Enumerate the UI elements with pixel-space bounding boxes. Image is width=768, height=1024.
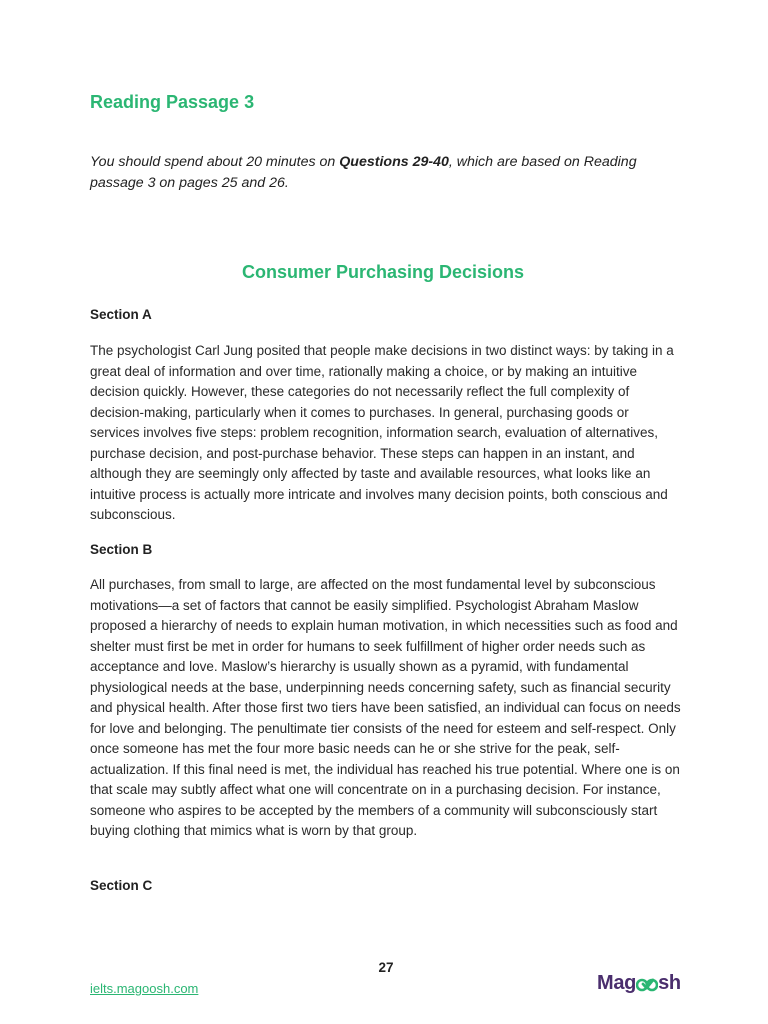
passage-title: Reading Passage 3 (90, 92, 255, 112)
section-a-paragraph: The psychologist Carl Jung posited that people make decisions in two distinct ways: by taking in a great deal of information and over time, rationally making a choice, or by making an intuitive decision quickly. However, these categories do not necessarily reflect the full complexity of decision-making, particularly when it comes to purchases. In general, purchasing goods or services involves five steps: problem recognition, information search, evaluation of alternatives, purchase decision, and post-purchase behavior. These steps can happen in an instant, and although they are seemingly only affected by taste and available resources, what looks like an intuitive process is actually more intricate and involves many decision points, both conscious and subconscious. (90, 343, 674, 522)
site-link[interactable]: ielts.magoosh.com (90, 981, 199, 996)
section-c-heading: Section C (90, 878, 153, 893)
logo-text-right: sh (658, 972, 681, 994)
magoosh-logo (597, 972, 681, 995)
magoosh-check-icon (636, 975, 658, 995)
instructions-suffix: , which are based on Reading passage 3 on pages 25 and 26. (90, 154, 637, 191)
section-a-heading: Section A (90, 307, 152, 322)
page-number: 27 (378, 960, 394, 975)
section-b-paragraph: All purchases, from small to large, are affected on the most fundamental level by subconscious motivations—a set of factors that cannot be easily simplified. Psychologist Abraham Maslow proposed a hierarchy of needs to explain human motivation, in which necessities such as food and shelter must first be met in order for humans to seek fulfillment of higher order needs such as acceptance and love. Maslow’s hierarchy is usually shown as a pyramid, with fundamental physiological needs at the base, underpinning needs concerning safety, such as financial security and physical health. After those first two tiers have been satisfied, an individual can focus on needs for love and belonging. The penultimate tier consists of the need for esteem and self-respect. Only once someone has met the four more basic needs can he or she strive for the peak, self-actualization. If this final need is met, the individual has reached his true potential. Where one is on that scale may subtly affect what one will concentrate on in a purchasing decision. For instance, someone who aspires to be accepted by the members of a community will subconsciously start buying clothing that mimics what is worn by that group. (90, 577, 681, 838)
instructions (90, 152, 680, 194)
instructions-questions: Questions 29-40 (339, 154, 449, 170)
instructions-prefix: You should spend about 20 minutes on (90, 154, 340, 170)
article-title: Consumer Purchasing Decisions (241, 262, 525, 282)
section-b-heading: Section B (90, 542, 153, 557)
logo-text-left: Mag (597, 972, 637, 994)
